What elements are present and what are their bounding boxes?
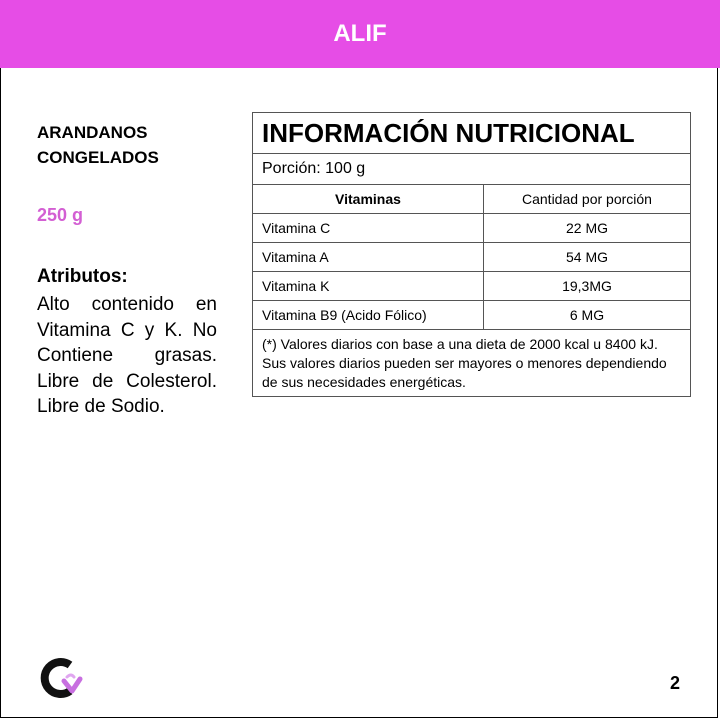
header-title: ALIF (333, 20, 387, 47)
table-row (253, 214, 691, 243)
product-name-line2: CONGELADOS (37, 148, 159, 167)
header-bar (0, 0, 720, 68)
nutrition-portion: Porción: 100 g (253, 154, 691, 185)
vitamin-name: Vitamina C (253, 214, 484, 243)
nutrition-footnote: (*) Valores diarios con base a una dieta de 2000 kcal u 8400 kJ. Sus valores diarios pueden ser mayores o menores dependiendo de sus necesidades energéticas. (253, 330, 691, 397)
vitamin-name: Vitamina B9 (Acido Fólico) (253, 301, 484, 330)
column-header-amount: Cantidad por porción (484, 185, 691, 214)
attributes-text: Alto contenido en Vitamina C y K. No Contiene grasas. Libre de Colesterol. Libre de Sodio. (37, 294, 217, 417)
table-row (253, 272, 691, 301)
product-name (37, 120, 227, 170)
nutrition-title: INFORMACIÓN NUTRICIONAL (253, 113, 691, 154)
attributes-title: Atributos: (37, 266, 128, 287)
table-row (253, 301, 691, 330)
brand-logo-icon (40, 655, 84, 699)
vitamin-amount: 6 MG (484, 301, 691, 330)
vitamin-amount: 22 MG (484, 214, 691, 243)
vitamin-name: Vitamina K (253, 272, 484, 301)
vitamin-name: Vitamina A (253, 243, 484, 272)
product-weight: 250 g (37, 205, 84, 225)
column-header-vitamins: Vitaminas (253, 185, 484, 214)
nutrition-table (252, 112, 691, 397)
vitamin-amount: 54 MG (484, 243, 691, 272)
vitamin-amount: 19,3MG (484, 272, 691, 301)
table-row (253, 243, 691, 272)
page-number: 2 (670, 673, 681, 693)
product-name-line1: ARANDANOS (37, 123, 148, 142)
